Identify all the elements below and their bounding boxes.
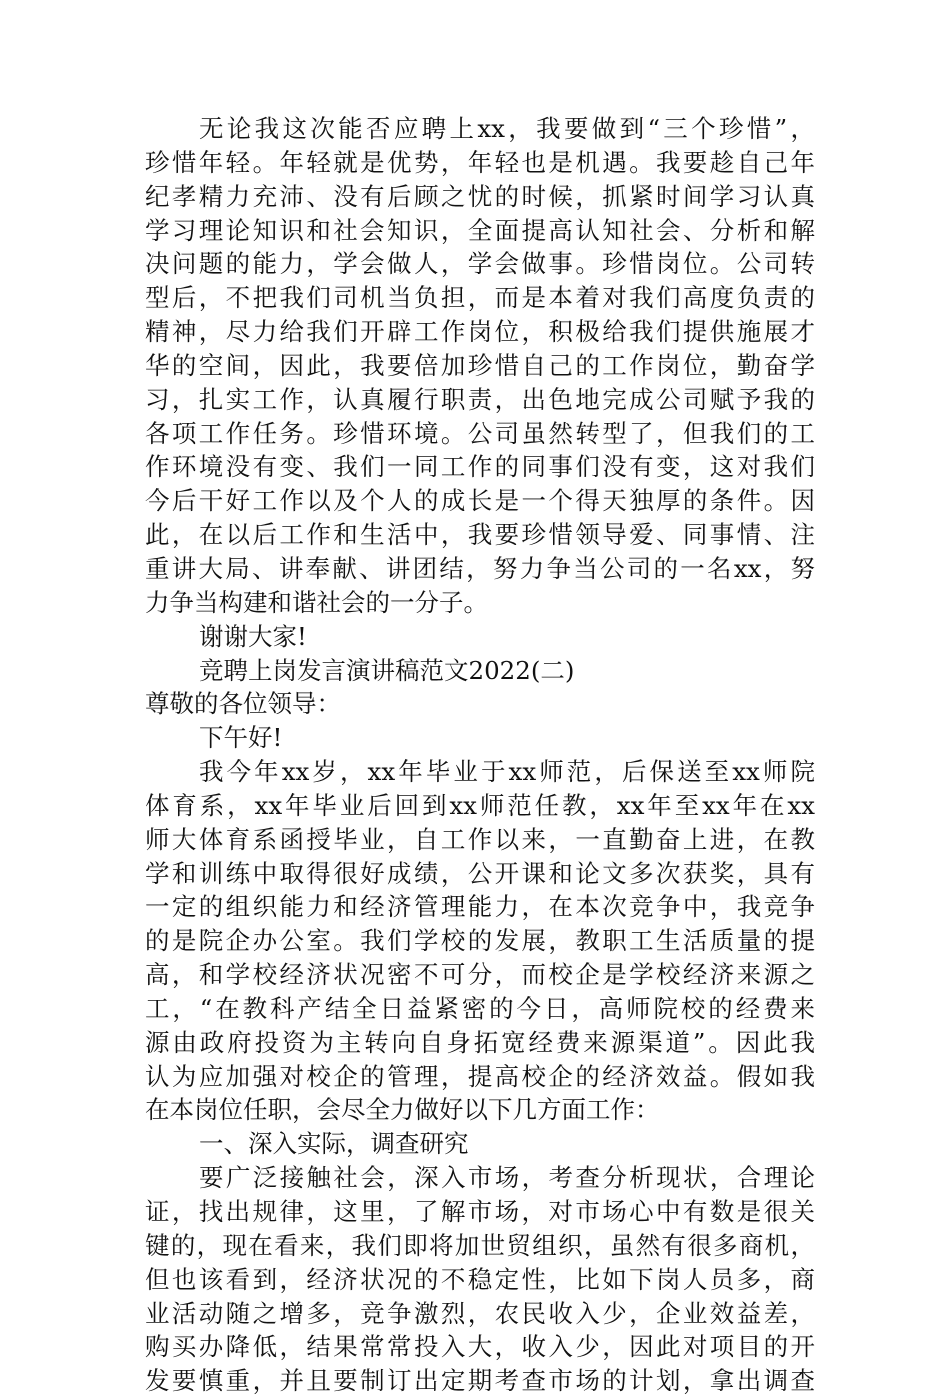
text-line: 今后干好工作以及个人的成长是一个得天独厚的条件。因 [145, 486, 815, 516]
closing-thanks: 谢谢大家! [199, 621, 307, 651]
text-line: 体育系，xx年毕业后回到xx师范任教，xx年至xx年在xx [145, 790, 815, 820]
text-line: 习，扎实工作，认真履行职责，出色地完成公司赋予我的 [145, 384, 815, 414]
text-line: 精神，尽力给我们开辟工作岗位，积极给我们提供施展才 [145, 317, 815, 347]
text-line: 纪孝精力充沛、没有后顾之忧的时候，抓紧时间学习认真 [145, 181, 815, 211]
text-line: 各项工作任务。珍惜环境。公司虽然转型了，但我们的工 [145, 418, 815, 448]
text-line: 我今年xx岁，xx年毕业于xx师范，后保送至xx师院 [199, 757, 815, 787]
text-line: 发要慎重，并且要制订出定期考查市场的计划，拿出调查 [145, 1366, 815, 1396]
text-line: 要广泛接触社会，深入市场，考查分析现状，合理论 [199, 1163, 815, 1193]
text-line: 源由政府投资为主转向自身拓宽经费来源渠道”。因此我 [145, 1027, 815, 1057]
text-line: 一定的组织能力和经济管理能力，在本次竞争中，我竞争 [145, 892, 815, 922]
text-line: 在本岗位任职，会尽全力做好以下几方面工作： [145, 1095, 660, 1125]
text-line: 此，在以后工作和生活中，我要珍惜领导爱、同事情、注 [145, 520, 815, 550]
text-line: 的是院企办公室。我们学校的发展，教职工生活质量的提 [145, 926, 815, 956]
text-line: 重讲大局、讲奉献、讲团结，努力争当公司的一名xx，努 [145, 553, 815, 583]
text-line: 但也该看到，经济状况的不稳定性，比如下岗人员多，商 [145, 1264, 815, 1294]
text-line: 无论我这次能否应聘上xx，我要做到“三个珍惜”， [199, 114, 815, 143]
text-line: 键的，现在看来，我们即将加世贸组织，虽然有很多商机， [145, 1230, 815, 1260]
section-heading: 一、深入实际，调查研究 [199, 1129, 469, 1159]
text-line: 决问题的能力，学会做人，学会做事。珍惜岗位。公司转 [145, 249, 815, 279]
salutation: 尊敬的各位领导： [145, 689, 341, 719]
greeting: 下午好! [199, 723, 283, 753]
text-line: 型后，不把我们司机当负担，而是本着对我们高度负责的 [145, 283, 815, 313]
text-line: 师大体育系函授毕业，自工作以来，一直勤奋上进，在教 [145, 824, 815, 854]
text-line: 学和训练中取得很好成绩，公开课和论文多次获奖，具有 [145, 858, 815, 888]
text-line: 工，“在教科产结全日益紧密的今日，高师院校的经费来 [145, 993, 815, 1023]
text-line: 高，和学校经济状况密不可分，而校企是学校经济来源之 [145, 960, 815, 990]
text-line: 力争当构建和谐社会的一分子。 [145, 587, 488, 617]
text-line: 证，找出规律，这里，了解市场，对市场心中有数是很关 [145, 1197, 815, 1226]
text-line: 认为应加强对校企的管理，提高校企的经济效益。假如我 [145, 1061, 815, 1091]
text-line: 华的空间，因此，我要倍加珍惜自己的工作岗位，勤奋学 [145, 350, 815, 380]
text-line: 购买办降低，结果常常投入大，收入少，因此对项目的开 [145, 1332, 815, 1362]
text-line: 学习理论知识和社会知识，全面提高认知社会、分析和解 [145, 215, 815, 245]
text-line: 珍惜年轻。年轻就是优势，年轻也是机遇。我要趁自己年 [145, 147, 815, 177]
text-line: 作环境没有变、我们一同工作的同事们没有变，这对我们 [145, 452, 815, 482]
section-title: 竞聘上岗发言演讲稿范文2022(二) [199, 655, 575, 685]
document-body [145, 112, 815, 1398]
text-line: 业活动随之增多，竞争激烈，农民收入少，企业效益差， [145, 1298, 815, 1328]
